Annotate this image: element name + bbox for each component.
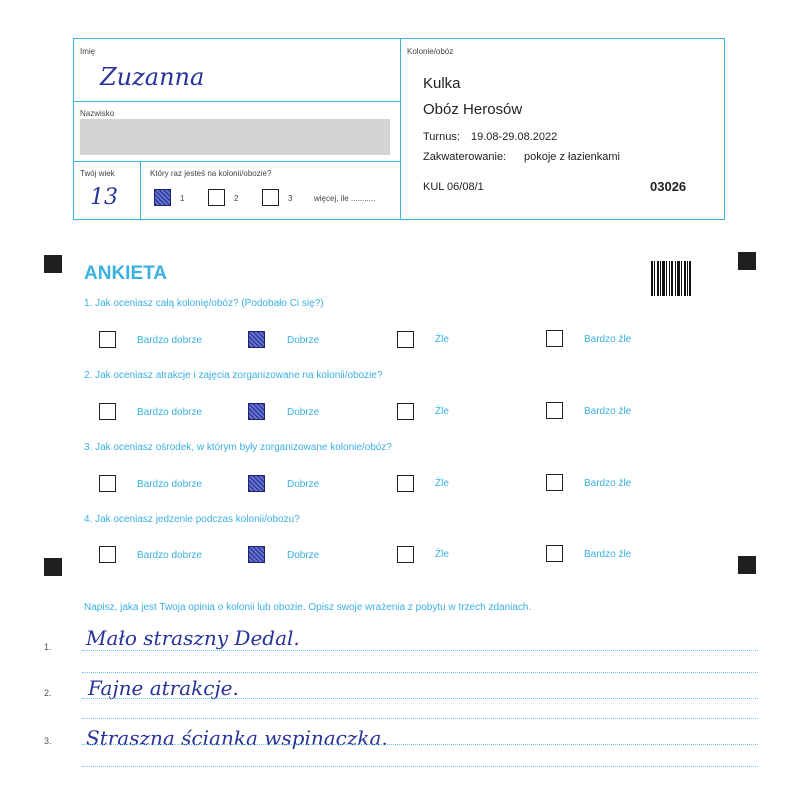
turnus-value: 19.08-29.08.2022: [471, 131, 558, 143]
survey-title: ANKIETA: [84, 263, 168, 284]
q1-option-bardzo-zle: Bardzo źle: [584, 334, 632, 345]
opinion-line-number-2: 2.: [44, 688, 52, 698]
q3-checkbox-bardzo-dobrze[interactable]: [99, 475, 116, 492]
camp-subtitle: Obóz Herosów: [423, 101, 523, 118]
q3-option-zle: Źle: [435, 478, 449, 489]
camp-label: Kolonie/obóz: [407, 47, 454, 56]
name-value[interactable]: Zuzanna: [100, 63, 205, 91]
q4-checkbox-bardzo-zle[interactable]: [546, 545, 563, 562]
q4-checkbox-zle[interactable]: [397, 546, 414, 563]
q3-option-bardzo-zle: Bardzo źle: [584, 478, 632, 489]
camp-code: KUL 06/08/1: [423, 181, 484, 193]
opinion-prompt: Napisz, jaka jest Twoja opinia o kolonii lub obozie. Opisz swoje wrażenia z pobytu w trzech zdaniach.: [84, 602, 532, 613]
q2-option-zle: Źle: [435, 406, 449, 417]
q2-checkbox-dobrze[interactable]: [248, 403, 265, 420]
times-checkbox-2[interactable]: [208, 189, 225, 206]
question-4: 4. Jak oceniasz jedzenie podczas kolonii/obozu?: [84, 514, 300, 525]
q3-checkbox-zle[interactable]: [397, 475, 414, 492]
q1-option-dobrze: Dobrze: [287, 335, 320, 346]
alignment-marker-top-left: [44, 255, 62, 273]
barcode: [651, 261, 701, 296]
header-divider: [400, 39, 401, 219]
question-2: 2. Jak oceniasz atrakcje i zajęcia zorganizowane na kolonii/obozie?: [84, 370, 383, 381]
q2-option-bardzo-zle: Bardzo źle: [584, 406, 632, 417]
lodging-value: pokoje z łazienkami: [524, 151, 620, 163]
times-checkbox-1[interactable]: [154, 189, 171, 206]
age-divider: [140, 161, 141, 219]
lodging-label: Zakwaterowanie:: [423, 151, 507, 163]
q1-checkbox-bardzo-dobrze[interactable]: [99, 331, 116, 348]
q2-option-dobrze: Dobrze: [287, 407, 320, 418]
q1-option-zle: Źle: [435, 334, 449, 345]
opinion-dotted-line-1b: [82, 672, 758, 673]
q4-option-zle: Źle: [435, 549, 449, 560]
q4-checkbox-dobrze[interactable]: [248, 546, 265, 563]
q3-checkbox-bardzo-zle[interactable]: [546, 474, 563, 491]
opinion-line-number-1: 1.: [44, 642, 52, 652]
q2-option-bardzo-dobrze: Bardzo dobrze: [137, 407, 203, 418]
q2-checkbox-bardzo-dobrze[interactable]: [99, 403, 116, 420]
times-option-2: 2: [234, 194, 239, 203]
times-checkbox-3[interactable]: [262, 189, 279, 206]
camp-number: 03026: [650, 179, 687, 194]
opinion-dotted-line-1: [82, 650, 758, 651]
name-label: Imię: [80, 47, 96, 56]
opinion-line-2[interactable]: Fajne atrakcje.: [88, 676, 239, 700]
turnus-label: Turnus:: [423, 131, 460, 143]
opinion-dotted-line-3: [82, 744, 758, 745]
q3-option-dobrze: Dobrze: [287, 479, 320, 490]
question-3: 3. Jak oceniasz ośrodek, w którym były zorganizowane kolonie/obóz?: [84, 442, 392, 453]
times-option-3: 3: [288, 194, 293, 203]
age-value[interactable]: 13: [90, 185, 118, 210]
q2-checkbox-zle[interactable]: [397, 403, 414, 420]
q1-checkbox-zle[interactable]: [397, 331, 414, 348]
opinion-dotted-line-2: [82, 698, 758, 699]
q1-option-bardzo-dobrze: Bardzo dobrze: [137, 335, 203, 346]
q2-checkbox-bardzo-zle[interactable]: [546, 402, 563, 419]
age-label: Twój wiek: [80, 169, 115, 178]
alignment-marker-mid-left: [44, 558, 62, 576]
opinion-line-1[interactable]: Mało straszny Dedal.: [86, 626, 300, 650]
opinion-line-number-3: 3.: [44, 736, 52, 746]
surname-row-divider: [74, 161, 400, 162]
q4-option-dobrze: Dobrze: [287, 550, 320, 561]
surname-label: Nazwisko: [80, 109, 115, 118]
times-option-1: 1: [180, 194, 185, 203]
q1-checkbox-dobrze[interactable]: [248, 331, 265, 348]
q3-checkbox-dobrze[interactable]: [248, 475, 265, 492]
camp-name: Kulka: [423, 75, 461, 92]
alignment-marker-mid-right: [738, 556, 756, 574]
q4-option-bardzo-dobrze: Bardzo dobrze: [137, 550, 203, 561]
times-label: Który raz jesteś na kolonii/obozie?: [150, 169, 272, 178]
q4-checkbox-bardzo-dobrze[interactable]: [99, 546, 116, 563]
opinion-line-3[interactable]: Straszna ścianka wspinaczka.: [86, 726, 388, 750]
opinion-dotted-line-3b: [82, 766, 758, 767]
opinion-dotted-line-2b: [82, 718, 758, 719]
q3-option-bardzo-dobrze: Bardzo dobrze: [137, 479, 203, 490]
name-row-divider: [74, 101, 400, 102]
times-more: więcej, ile ...........: [314, 194, 376, 203]
q1-checkbox-bardzo-zle[interactable]: [546, 330, 563, 347]
alignment-marker-top-right: [738, 252, 756, 270]
q4-option-bardzo-zle: Bardzo źle: [584, 549, 632, 560]
question-1: 1. Jak oceniasz całą kolonię/obóz? (Podobało Ci się?): [84, 298, 324, 309]
surname-redaction: [80, 119, 390, 155]
header-form: [73, 38, 725, 220]
